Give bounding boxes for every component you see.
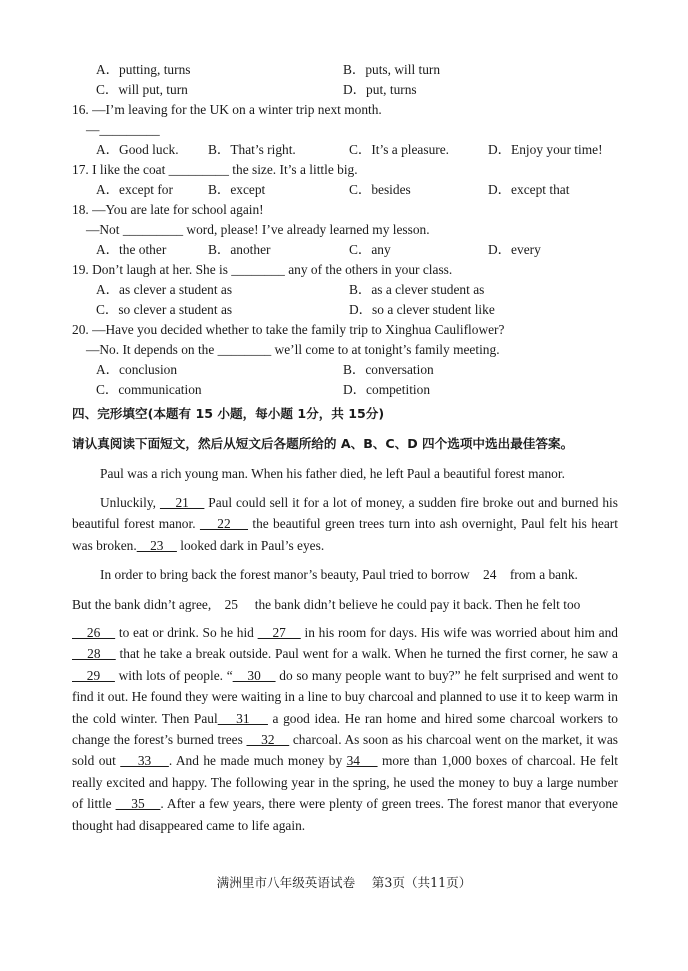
cloze-blank: 21 xyxy=(159,495,205,510)
q20-option-d[interactable]: D．competition xyxy=(343,382,431,397)
cloze-blank: 27 xyxy=(257,625,301,640)
section-title: 四、完形填空(本题有 15 小题，每小题 1分，共 15分) xyxy=(72,406,385,421)
cloze-blank: 25 xyxy=(211,597,252,612)
q18-option-a[interactable]: A．the other xyxy=(96,242,167,257)
q19-stem: 19. Don’t laugh at her. She is ________ any of the others in your class. xyxy=(72,262,453,277)
passage-paragraph-2: Unluckily, 21 Paul could sell it for a lot of money, a sudden fire broke out and burned his beautiful forest manor. 22 the beautiful green trees turn into ash overnight, Paul felt his heart was broken. 23 looked dark in Paul’s eyes. xyxy=(72,495,618,553)
q16-reply: —_________ xyxy=(86,122,160,137)
q16-option-d[interactable]: D．Enjoy your time! xyxy=(488,142,603,157)
q18-reply: —Not _________ word, please! I’ve already learned my lesson. xyxy=(86,222,430,237)
q16-option-a[interactable]: A．Good luck. xyxy=(96,142,179,157)
q16-stem: 16. —I’m leaving for the UK on a winter trip next month. xyxy=(72,102,382,117)
q19-option-b[interactable]: B．as a clever student as xyxy=(349,282,485,297)
q17-option-c[interactable]: C．besides xyxy=(349,182,411,197)
cloze-blank: 23 xyxy=(136,537,177,553)
q16-option-c[interactable]: C．It’s a pleasure. xyxy=(349,142,450,157)
q19-option-a[interactable]: A．as clever a student as xyxy=(96,282,233,297)
q19-option-c[interactable]: C．so clever a student as xyxy=(96,302,233,317)
q20-option-b[interactable]: B．conversation xyxy=(343,362,434,377)
cloze-blank: 34 xyxy=(346,753,378,769)
q20-option-c[interactable]: C．communication xyxy=(96,382,202,397)
q16-option-b[interactable]: B．That’s right. xyxy=(208,142,296,157)
cloze-blank: 33 xyxy=(120,753,169,769)
passage-paragraph-3-line-2: But the bank didn’t agree, 25 the bank didn’t believe he could pay it back. Then he felt too xyxy=(72,597,581,612)
q18-stem: 18. —You are late for school again! xyxy=(72,202,264,217)
passage-paragraph-4: 26 to eat or drink. So he hid 27 in his room for days. His wife was worried about him and 28 that he take a break outside. Paul went for a walk. When he turned the first corner, he saw a 29 with lots of people. “ 30 do so many people want to buy?” he felt surprised and went to find it out. He found they were waiting in a line to buy charcoal and planned to use it to keep warm in the cold winter. Then Paul 31 a good idea. He ran home and hired some charcoal workers to change the forest’s burned trees 32 charcoal. As soon as his charcoal went on the market, it was sold out 33 . And he made much money by 34 more than 1,000 boxes of charcoal. He felt really excited and happy. The following year in the spring, he used the money to buy a large number of little 35 . After a few years, there were plenty of green trees. The forest manor that everyone thought had disappeared came to life again. xyxy=(72,625,619,833)
cloze-blank: 31 xyxy=(217,710,268,726)
q18-option-c[interactable]: C．any xyxy=(349,242,391,257)
q17-option-d[interactable]: D．except that xyxy=(488,182,570,197)
q17-stem: 17. I like the coat _________ the size. It’s a little big. xyxy=(72,162,358,177)
passage-paragraph-3-line-1: In order to bring back the forest manor’s beauty, Paul tried to borrow 24 from a bank. xyxy=(100,567,578,582)
q17-option-b[interactable]: B．except xyxy=(208,182,266,197)
section-instruction: 请认真阅读下面短文，然后从短文后各题所给的 A、B、C、D 四个选项中选出最佳答案。 xyxy=(72,436,574,451)
q15-option-b[interactable]: B．puts, will turn xyxy=(343,62,441,77)
cloze-blank: 32 xyxy=(246,732,290,748)
cloze-blank: 22 xyxy=(199,516,249,532)
cloze-blank: 30 xyxy=(232,667,276,683)
q18-option-b[interactable]: B．another xyxy=(208,242,271,257)
page-footer: 满洲里市八年级英语试卷 第3页（共11页） xyxy=(216,875,472,890)
cloze-blank: 24 xyxy=(469,567,510,582)
q20-stem: 20. —Have you decided whether to take the family trip to Xinghua Cauliflower? xyxy=(72,322,505,337)
cloze-blank: 28 xyxy=(72,646,116,662)
q18-option-d[interactable]: D．every xyxy=(488,242,541,257)
cloze-blank: 26 xyxy=(72,625,116,640)
cloze-blank: 35 xyxy=(115,796,161,812)
q15-option-a[interactable]: A．putting, turns xyxy=(96,62,191,77)
q20-reply: —No. It depends on the ________ we’ll come to at tonight’s family meeting. xyxy=(86,342,500,357)
passage-paragraph-1: Paul was a rich young man. When his father died, he left Paul a beautiful forest manor. xyxy=(100,466,565,481)
q15-option-d[interactable]: D．put, turns xyxy=(343,82,417,97)
q15-option-c[interactable]: C．will put, turn xyxy=(96,82,188,97)
q20-option-a[interactable]: A．conclusion xyxy=(96,362,178,377)
q17-option-a[interactable]: A．except for xyxy=(96,182,173,197)
cloze-blank: 29 xyxy=(72,667,115,683)
q19-option-d[interactable]: D．so a clever student like xyxy=(349,302,495,317)
